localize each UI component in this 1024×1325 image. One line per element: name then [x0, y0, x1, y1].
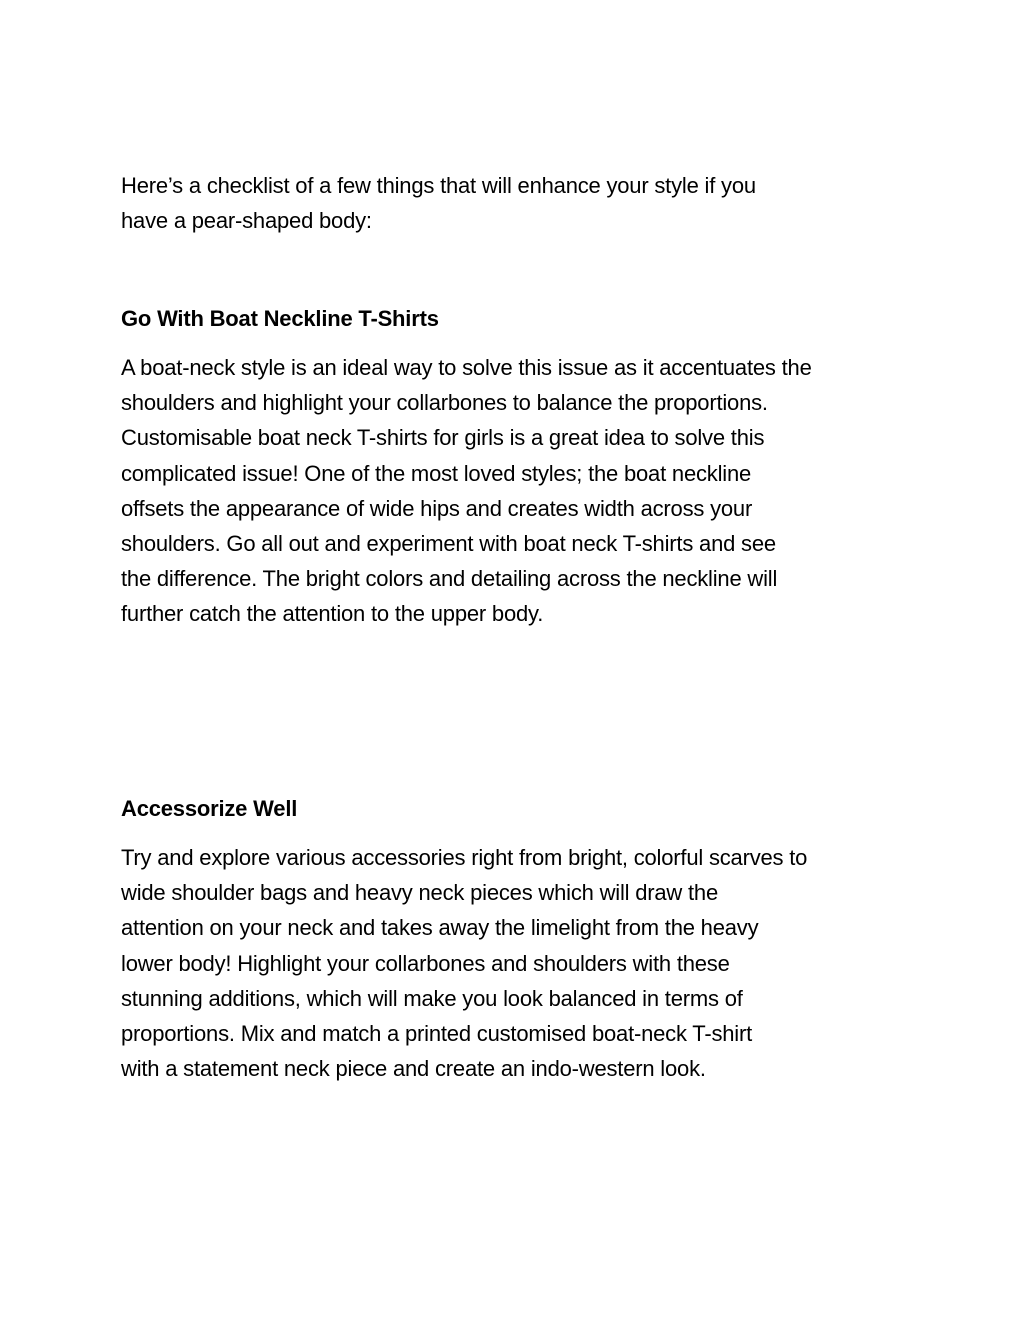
- paragraph-line: attention on your neck and takes away the limelight from the heavy: [121, 915, 759, 941]
- paragraph-line: shoulders. Go all out and experiment with boat neck T-shirts and see: [121, 531, 776, 557]
- section-paragraph-accessorize: [121, 840, 911, 1086]
- paragraph-line: Here’s a checklist of a few things that will enhance your style if you: [121, 173, 756, 198]
- section-heading-accessorize: Accessorize Well: [121, 796, 298, 821]
- paragraph-line: the difference. The bright colors and detailing across the neckline will: [121, 566, 778, 592]
- intro-paragraph: [121, 168, 911, 238]
- paragraph-line: offsets the appearance of wide hips and creates width across your: [121, 495, 753, 521]
- section-heading-boat-neckline: Go With Boat Neckline T-Shirts: [121, 306, 439, 331]
- paragraph-line: Try and explore various accessories right from bright, colorful scarves to: [121, 845, 808, 870]
- section-paragraph-boat-neckline: [121, 350, 911, 632]
- paragraph-line: proportions. Mix and match a printed customised boat-neck T-shirt: [121, 1021, 753, 1047]
- paragraph-line: shoulders and highlight your collarbones to balance the proportions.: [121, 390, 768, 416]
- paragraph-line: further catch the attention to the upper body.: [121, 601, 544, 627]
- paragraph-line: Customisable boat neck T-shirts for girls is a great idea to solve this: [121, 425, 765, 451]
- paragraph-line: have a pear-shaped body:: [121, 208, 372, 234]
- paragraph-line: with a statement neck piece and create an indo-western look.: [121, 1056, 706, 1082]
- paragraph-line: wide shoulder bags and heavy neck pieces which will draw the: [121, 880, 719, 906]
- paragraph-line: A boat-neck style is an ideal way to solve this issue as it accentuates the: [121, 355, 812, 380]
- paragraph-line: complicated issue! One of the most loved styles; the boat neckline: [121, 460, 752, 486]
- paragraph-line: stunning additions, which will make you look balanced in terms of: [121, 985, 743, 1011]
- paragraph-line: lower body! Highlight your collarbones and shoulders with these: [121, 950, 730, 976]
